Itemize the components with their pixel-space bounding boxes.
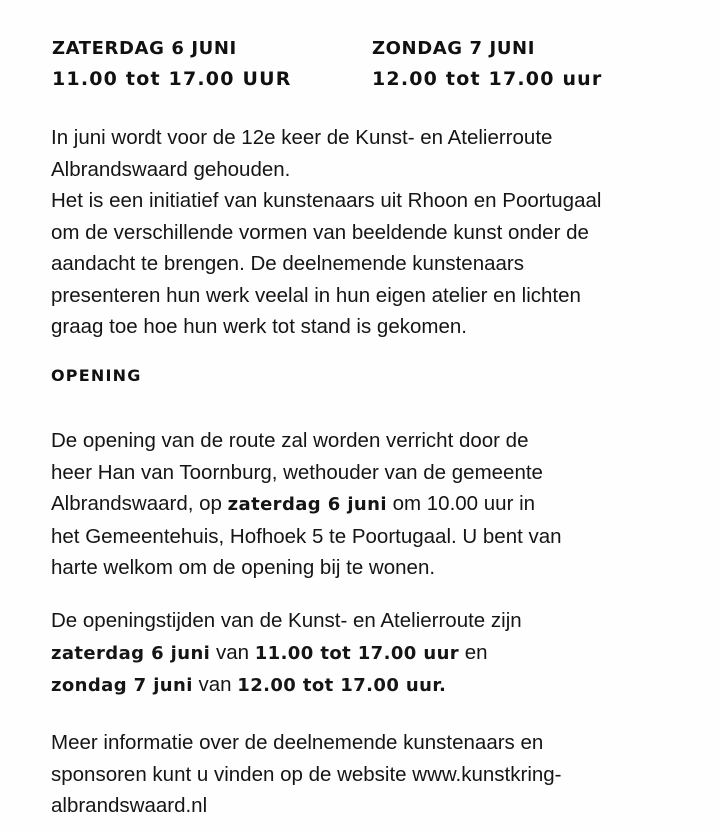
hours-text: van [210,640,255,664]
hours-paragraph [51,605,691,702]
hours-sunday-time: 12.00 tot 17.00 uur. [237,675,447,696]
opening-line-text: om 10.00 uur in [386,492,536,515]
info-line: Meer informatie over de deelnemende kunstenaars en [51,731,544,754]
opening-line: harte welkom om de opening bij te wonen. [51,556,436,579]
intro-line: aandacht te brengen. De deelnemende kunstenaars [51,252,524,275]
intro-line: Het is een initiatief van kunstenaars uit Rhoon en Poortugaal [51,189,602,212]
intro-paragraph [51,122,691,343]
hours-sunday-date: zondag 7 juni [51,675,193,696]
intro-line: om de verschillende vormen van beeldende kunst onder de [51,220,589,244]
hours-line: De openingstijden van de Kunst- en Atelierroute zijn [51,609,522,632]
hours-text: van [192,673,238,696]
hours-saturday-time: 11.00 tot 17.00 uur [254,642,460,664]
intro-line: presenteren hun werk veelal in hun eigen atelier en lichten [51,283,581,307]
opening-line-text: Albrandswaard, op [51,492,228,515]
hours-line [51,637,691,670]
info-line: albrandswaard.nl [51,794,208,817]
opening-paragraph [51,425,691,584]
sunday-hours: 12.00 tot 17.00 uur [372,68,603,90]
opening-heading: OPENING [51,366,142,385]
opening-line: het Gemeentehuis, Hofhoek 5 te Poortugaal. U bent van [51,524,562,548]
info-line: sponsoren kunt u vinden op de website www.kunstkring- [51,762,562,786]
intro-line: Albrandswaard gehouden. [51,157,291,181]
saturday-schedule [52,34,292,94]
hours-line [51,669,691,702]
opening-line: heer Han van Toornburg, wethouder van de gemeente [51,460,543,484]
opening-date: zaterdag 6 juni [227,494,387,515]
info-paragraph [51,727,691,822]
hours-saturday-date: zaterdag 6 juni [51,642,211,664]
sunday-schedule [372,34,602,94]
intro-line: graag toe hoe hun werk tot stand is gekomen. [51,315,467,338]
intro-line: In juni wordt voor de 12e keer de Kunst- en Atelierroute [51,126,553,149]
sunday-date: ZONDAG 7 JUNI [372,38,535,59]
opening-line [51,488,691,521]
opening-line: De opening van de route zal worden verricht door de [51,429,529,452]
saturday-hours: 11.00 tot 17.00 UUR [52,68,292,90]
hours-text: en [459,640,488,664]
saturday-date: ZATERDAG 6 JUNI [52,38,237,59]
